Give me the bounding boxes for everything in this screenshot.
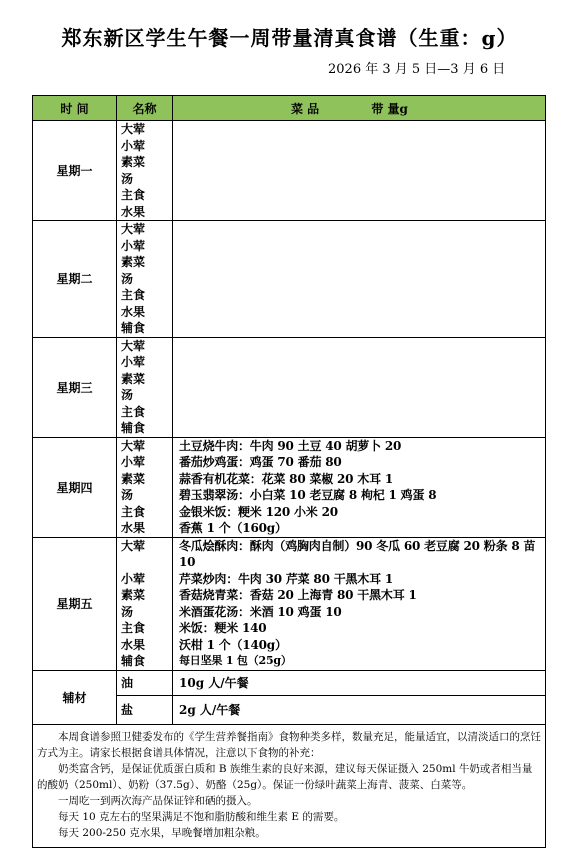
food-item: 每日坚果 1 包（25g） <box>179 654 292 667</box>
category-item: 汤 <box>121 171 134 186</box>
day-label: 星期一 <box>33 121 117 221</box>
header-dish-amount <box>173 96 546 121</box>
food-item: 土豆烧牛肉：牛肉 90 土豆 40 胡萝卜 20 <box>179 438 402 453</box>
category-item: 素菜 <box>121 155 146 169</box>
food-item <box>173 320 545 337</box>
category-item: 大荤 <box>121 538 146 553</box>
category-list <box>117 337 173 437</box>
food-item <box>173 204 545 221</box>
aux-salt-name: 盐 <box>117 695 173 724</box>
food-item <box>173 221 545 238</box>
note-paragraph: 一周吃一到两次海产品保证锌和硒的摄入。 <box>58 794 258 807</box>
category-item: 小荤 <box>121 455 146 469</box>
aux-oil-value: 10g 人/午餐 <box>173 670 546 695</box>
aux-row-oil <box>33 670 546 695</box>
category-item: 主食 <box>121 404 146 419</box>
day-label: 星期四 <box>33 437 117 537</box>
aux-oil-name: 油 <box>117 670 173 695</box>
day-label: 星期五 <box>33 537 117 670</box>
category-item: 辅食 <box>121 654 146 668</box>
food-item <box>173 404 545 421</box>
day-row-thursday <box>33 437 546 537</box>
category-list <box>117 121 173 221</box>
food-item <box>173 271 545 288</box>
category-list <box>117 537 173 670</box>
food-list <box>173 437 546 537</box>
header-dish: 菜 品 <box>291 101 320 116</box>
day-row-tuesday <box>33 221 546 338</box>
food-item: 沃柑 1 个（140g） <box>179 637 287 652</box>
header-time: 时 间 <box>33 96 117 121</box>
day-label: 星期二 <box>33 221 117 338</box>
category-item: 水果 <box>121 637 146 652</box>
food-item: 碧玉翡翠汤：小白菜 10 老豆腐 8 枸杞 1 鸡蛋 8 <box>179 488 437 502</box>
food-item: 番茄炒鸡蛋：鸡蛋 70 番茄 80 <box>179 455 342 469</box>
category-item: 辅食 <box>121 321 146 335</box>
category-item: 素菜 <box>121 371 146 386</box>
aux-label: 辅材 <box>33 670 117 724</box>
food-item <box>173 238 545 255</box>
aux-salt-value: 2g 人/午餐 <box>173 695 546 724</box>
food-list <box>173 537 546 670</box>
header-amount: 带 量g <box>371 101 408 116</box>
category-item: 小荤 <box>121 355 146 369</box>
food-item <box>173 304 545 321</box>
note-paragraph: 奶类富含钙，是保证优质蛋白质和 B 族维生素的良好来源，建议每天保证摄入 250ml 牛奶或者相当量的酸奶（250ml）、奶粉（37.5g）、奶酪（25g）。保证一份绿叶蔬菜上海青、菠菜、白菜等。 <box>37 762 533 791</box>
category-item: 小荤 <box>121 238 146 253</box>
food-item <box>173 154 545 171</box>
food-item <box>173 171 545 188</box>
food-item <box>173 387 545 404</box>
day-row-friday <box>33 537 546 670</box>
category-item: 汤 <box>121 488 134 502</box>
category-item: 水果 <box>121 304 146 319</box>
category-item: 大荤 <box>121 222 146 236</box>
food-item <box>173 371 545 388</box>
menu-table <box>32 95 546 848</box>
food-list <box>173 221 546 338</box>
category-item: 汤 <box>121 388 134 402</box>
date-range: 2026 年 3 月 5 日—3 月 6 日 <box>328 62 506 77</box>
note-paragraph: 本周食谱参照卫健委发布的《学生营养餐指南》食物种类多样，数量充足，能量适宜，以清淡适口的烹饪方式为主。请家长根据食谱具体情况，注意以下食物的补充： <box>37 730 541 759</box>
food-item: 蒜香有机花菜：花菜 80 菜椒 20 木耳 1 <box>179 471 394 486</box>
page-title: 郑东新区学生午餐一周带量清真食谱（生重：g） <box>61 26 518 50</box>
category-item: 汤 <box>121 604 134 619</box>
note-paragraph: 每天 200-250 克水果，早晚餐增加粗杂粮。 <box>58 826 266 839</box>
food-item: 芹菜炒肉：牛肉 30 芹菜 80 干黑木耳 1 <box>179 571 394 586</box>
food-item <box>173 354 545 371</box>
category-item: 小荤 <box>121 571 146 586</box>
food-item <box>173 420 545 437</box>
category-item: 主食 <box>121 504 146 519</box>
category-list <box>117 437 173 537</box>
category-item: 素菜 <box>121 588 146 602</box>
category-item: 小荤 <box>121 138 146 153</box>
category-item: 汤 <box>121 271 134 286</box>
category-list <box>117 221 173 338</box>
food-item: 米饭：粳米 140 <box>179 621 267 635</box>
category-item: 主食 <box>121 621 146 635</box>
food-item: 香菇烧青菜：香菇 20 上海青 80 干黑木耳 1 <box>179 588 417 602</box>
food-item <box>173 187 545 204</box>
category-item-spacer <box>117 554 172 571</box>
category-item: 大荤 <box>121 438 146 453</box>
category-item: 辅食 <box>121 421 146 435</box>
category-item: 素菜 <box>121 255 146 269</box>
food-list <box>173 337 546 437</box>
food-item: 香蕉 1 个（160g） <box>179 521 287 535</box>
category-item: 大荤 <box>121 338 146 353</box>
food-item <box>173 121 545 138</box>
table-header-row <box>33 96 546 121</box>
header-name: 名称 <box>117 96 173 121</box>
food-list <box>173 121 546 221</box>
category-item: 大荤 <box>121 122 146 136</box>
category-item: 水果 <box>121 521 146 535</box>
category-item: 主食 <box>121 188 146 202</box>
notes-row <box>33 724 546 847</box>
food-item: 金银米饭：粳米 120 小米 20 <box>179 504 338 519</box>
food-item <box>173 287 545 304</box>
day-row-wednesday <box>33 337 546 437</box>
category-item: 主食 <box>121 288 146 302</box>
food-item <box>173 254 545 271</box>
day-row-monday <box>33 121 546 221</box>
food-item: 米酒蛋花汤：米酒 10 鸡蛋 10 <box>179 604 342 619</box>
food-item: 冬瓜烩酥肉：酥肉（鸡胸肉自制）90 冬瓜 60 老豆腐 20 粉条 8 苗 10 <box>179 538 536 569</box>
day-label: 星期三 <box>33 337 117 437</box>
notes-cell <box>33 724 546 847</box>
note-paragraph: 每天 10 克左右的坚果满足不饱和脂肪酸和维生素 E 的需要。 <box>58 810 345 823</box>
food-item <box>173 138 545 155</box>
category-item: 素菜 <box>121 471 146 486</box>
food-item <box>173 338 545 355</box>
category-item: 水果 <box>121 204 146 219</box>
